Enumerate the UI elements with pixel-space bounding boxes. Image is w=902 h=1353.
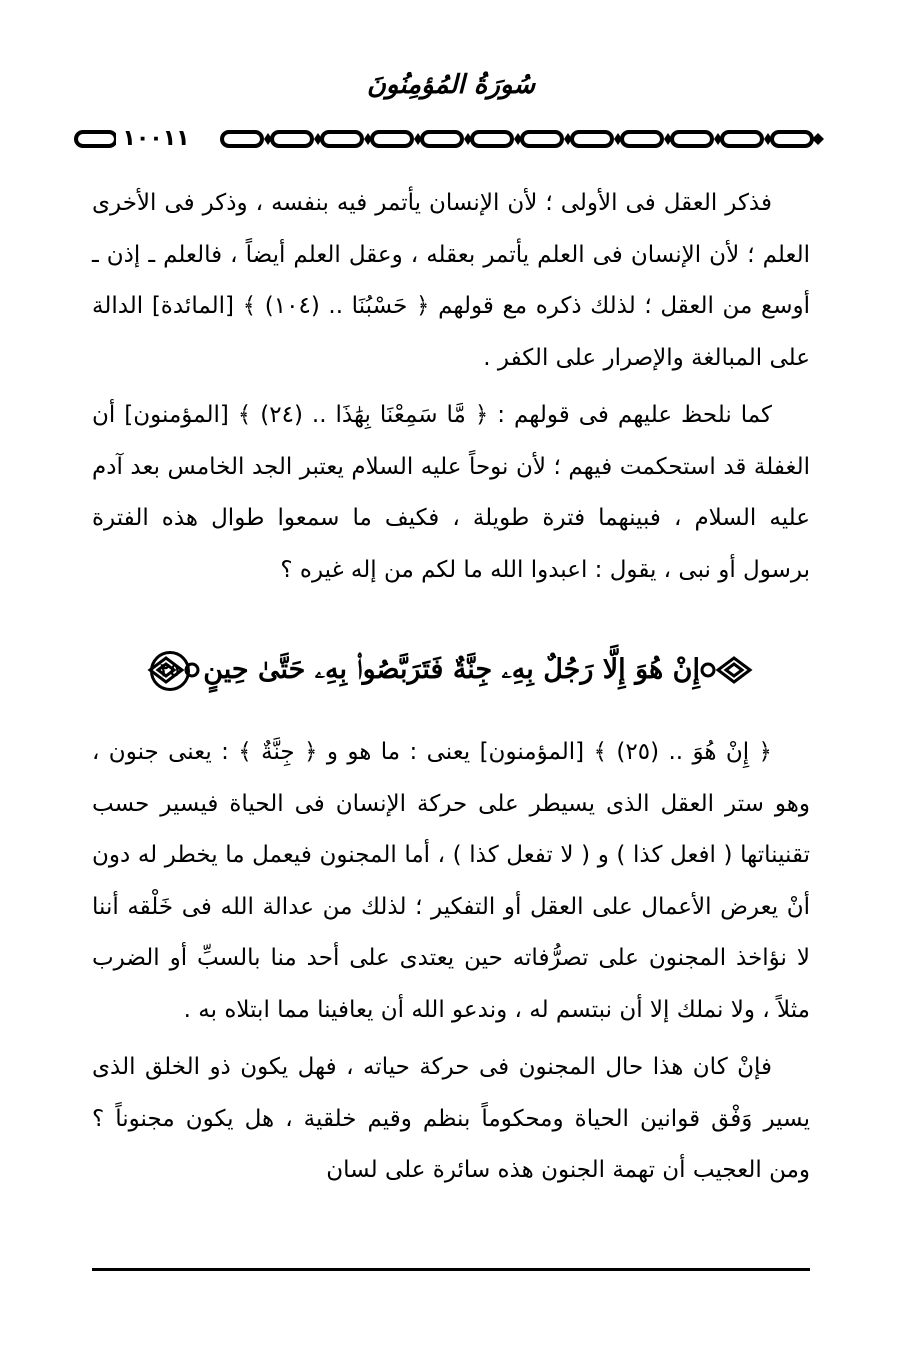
verse-number: ٢٥ (150, 651, 190, 691)
quran-verse (160, 640, 700, 700)
footer-rule (92, 1268, 810, 1271)
paragraph: فذكر العقل فى الأولى ؛ لأن الإنسان يأتمر فيه بنفسه ، وذكر فى الأخرى العلم ؛ لأن الإنسان فى العلم يأتمر بعقله ، وعقل العلم أيضاً ، فالعلم ـ إذن ـ أوسع من العقل ؛ لذلك ذكره مع قولهم ﴿ حَسْبُنَا .. (١٠٤) ﴾ [المائدة] الدالة على المبالغة والإصرار على الكفر . (92, 190, 810, 371)
paragraph: كما نلحظ عليهم فى قولهم : ﴿ مَّا سَمِعْنَا بِهَٰذَا .. (٢٤) ﴾ [المؤمنون] أن الغفلة قد استحكمت فيهم ؛ لأن نوحاً عليه السلام يعتبر الجد الخامس بعد آدم عليه السلام ، فبينهما فترة طويلة ، فكيف ما سمعوا طوال هذه الفترة برسول أو نبى ، يقول : اعبدوا الله ما لكم من إله غيره ؟ (92, 402, 810, 583)
surah-title: سُورَةُ المُؤمِنُونَ (366, 70, 536, 100)
paragraph: فإنْ كان هذا حال المجنون فى حركة حياته ، فهل يكون ذو الخلق الذى يسير وَفْق قوانين الحياة ومحكوماً بنظم وقيم خلقية ، هل يكون مجنوناً ؟ ومن العجيب أن تهمة الجنون هذه سائرة على لسان (92, 1054, 810, 1183)
paragraph: ﴿ إِنْ هُوَ .. (٢٥) ﴾ [المؤمنون] يعنى : ما هو و ﴿ جِنَّةٌ ﴾ : يعنى جنون ، وهو ستر العقل الذى يسيطر على حركة الإنسان فى الحياة فيسير حسب تقنيناتها ( افعل كذا ) و ( لا تفعل كذا ) ، أما المجنون فيعمل ما يخطر له دون أنْ يعرض الأعمال على العقل أو التفكير ؛ لذلك من عدالة الله فى خَلْقه أننا لا نؤاخذ المجنون على تصرُّفاته حين يعتدى على أحد منا بالسبِّ أو الضرب مثلاً ، ولا نملك إلا أن نبتسم له ، وندعو الله أن يعافينا مما ابتلاه به . (92, 739, 810, 1023)
body-text-top (92, 178, 810, 596)
verse-text: إِنْ هُوَ إِلَّا رَجُلٌ بِهِۦ جِنَّةٌ فَتَرَبَّصُوا۟ بِهِۦ حَتَّىٰ حِينٍ (203, 654, 700, 685)
page-number: ١٠٠١١ (116, 124, 196, 154)
body-text-bottom (92, 727, 810, 1197)
